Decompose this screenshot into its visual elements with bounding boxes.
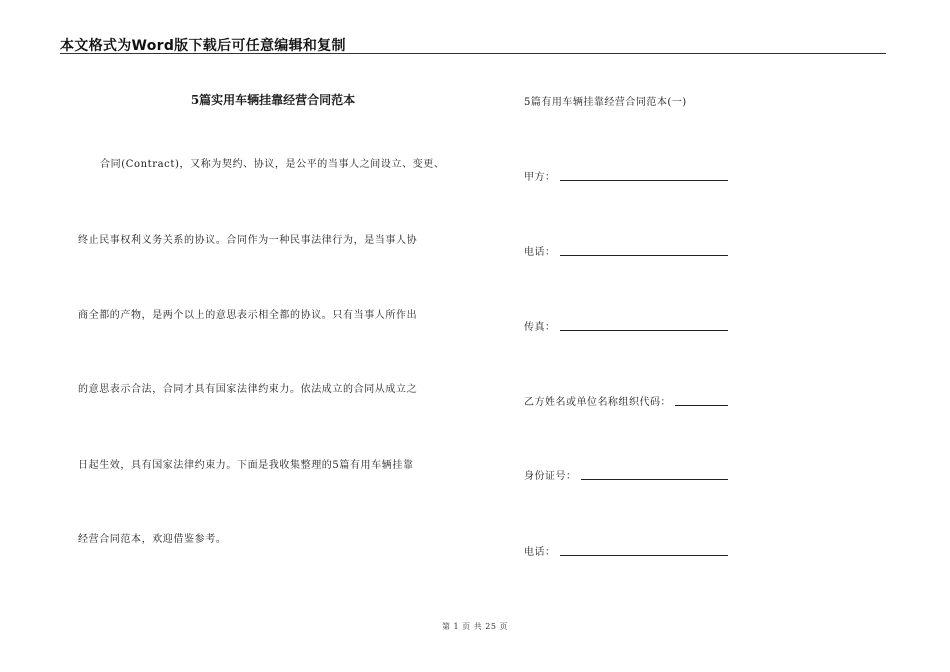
party-b-name-field <box>524 393 728 408</box>
party-a-field <box>524 168 728 183</box>
phone-blank-line <box>560 246 729 256</box>
phone-field <box>524 243 728 258</box>
fax-label: 传真： <box>524 322 556 333</box>
contract-subtitle: 5篇有用车辆挂靠经营合同范本(一) <box>524 97 687 108</box>
id-number-label: 身份证号： <box>524 471 577 482</box>
page-number: 第 1 页 共 25 页 <box>442 622 508 631</box>
fax-field <box>524 318 728 333</box>
paragraph-line-1: 合同(Contract)，又称为契约、协议，是公平的当事人之间设立、变更、 <box>100 159 445 170</box>
paragraph-line-3: 商全都的产物，是两个以上的意思表示相全都的协议。只有当事人所作出 <box>78 310 418 321</box>
paragraph-line-4: 的意思表示合法，合同才具有国家法律约束力。依法成立的合同从成立之 <box>78 384 418 395</box>
party-b-name-label: 乙方姓名或单位名称组织代码： <box>524 397 671 408</box>
document-title: 5篇实用车辆挂靠经营合同范本 <box>190 93 356 107</box>
phone-field-2 <box>524 543 728 558</box>
id-number-blank-line <box>581 470 729 480</box>
fax-blank-line <box>560 321 729 331</box>
party-a-label: 甲方： <box>524 172 556 183</box>
paragraph-line-5: 日起生效，具有国家法律约束力。下面是我收集整理的5篇有用车辆挂靠 <box>78 460 414 471</box>
phone-label: 电话： <box>524 247 556 258</box>
header-divider <box>60 53 886 54</box>
id-number-field <box>524 467 728 482</box>
phone-blank-line-2 <box>560 546 729 556</box>
party-a-blank-line <box>560 171 729 181</box>
document-header: 本文格式为Word版下载后可任意编辑和复制 <box>60 38 346 54</box>
paragraph-line-2: 终止民事权利义务关系的协议。合同作为一种民事法律行为，是当事人协 <box>78 235 418 246</box>
party-b-name-blank-line <box>675 396 728 406</box>
phone-label-2: 电话： <box>524 547 556 558</box>
paragraph-line-6: 经营合同范本，欢迎借鉴参考。 <box>78 534 227 545</box>
